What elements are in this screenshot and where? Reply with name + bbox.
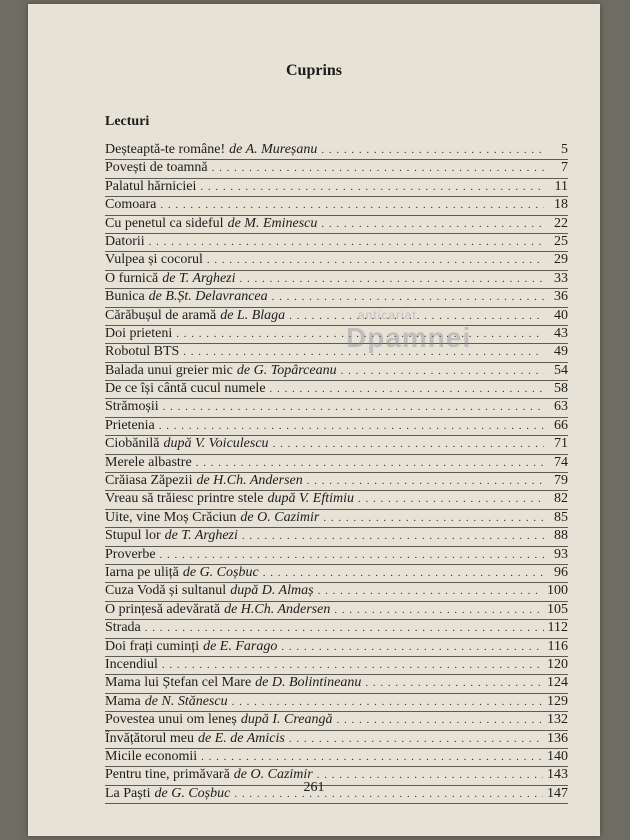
entry-page-number: 100 [547,583,568,599]
dot-leader [336,714,543,726]
toc-entry [105,216,568,234]
toc-entry [105,657,568,675]
dot-leader [149,236,544,248]
entry-title: Datorii [105,233,145,249]
entry-title: Ciobănilă [105,436,160,452]
entry-page-number: 88 [554,528,568,544]
entry-title: Strămoșii [105,399,159,415]
entry-page-number: 54 [554,362,568,378]
entry-page-number: 11 [554,178,568,194]
entry-page-number: 7 [561,160,568,176]
dot-leader [273,438,544,450]
entry-page-number: 33 [554,270,568,286]
toc-entry [105,399,568,417]
dot-leader [321,218,544,230]
entry-title: Prietenia [105,417,155,433]
entry-title: Mama [105,693,141,709]
dot-leader [321,144,544,156]
entry-page-number: 5 [561,142,568,157]
entry-title: Doi prieteni [105,325,173,341]
entry-page-number: 105 [547,601,568,617]
page-number: 261 [303,780,325,795]
entry-page-number: 58 [554,381,568,397]
entry-page-number: 96 [554,564,568,580]
entry-title: Crăiasa Zăpezii [105,473,193,489]
entry-title: Învățătorul meu [105,730,195,746]
entry-title: Bunica [105,289,145,305]
entry-title: Cărăbușul de aramă [105,307,217,323]
dot-leader [240,273,544,285]
entry-author: de T. Arghezi [162,270,236,286]
toc-entry [105,583,568,601]
dot-leader [163,401,544,413]
entry-title: Vreau să trăiesc printre stele [105,491,264,507]
entry-title: Robotul BTS [105,344,180,360]
dot-leader [162,659,543,671]
entry-author: de G. Coșbuc [182,564,259,580]
toc-entry [105,675,568,693]
toc-entry [105,234,568,252]
entry-title: Merele albastre [105,454,192,470]
dot-leader [263,567,544,579]
entry-title: Uite, vine Moș Crăciun [105,509,237,525]
entry-author: de H.Ch. Andersen [224,601,331,617]
entry-page-number: 136 [547,730,568,746]
entry-title: Palatul hărniciei [105,178,197,194]
dot-leader [307,475,544,487]
entry-page-number: 116 [547,638,568,654]
toc-entry [105,565,568,583]
entry-title: Pentru tine, primăvară [105,767,230,783]
toc-entry [105,694,568,712]
dot-leader [289,733,543,745]
entry-page-number: 40 [554,307,568,323]
entry-page-number: 124 [547,675,568,691]
entry-title: Proverbe [105,546,156,562]
dot-leader [242,530,544,542]
entry-page-number: 132 [547,712,568,728]
watermark-logo [346,308,472,354]
entry-title: La Paști [105,785,151,801]
dot-leader [159,420,544,432]
entry-page-number: 120 [547,656,568,672]
entry-author: de E. Farago [203,638,278,654]
dot-leader [160,199,544,211]
entry-page-number: 71 [554,436,568,452]
toc-entry [105,749,568,767]
toc-entry [105,363,568,381]
section-heading: Lecturi [105,114,150,129]
entry-page-number: 140 [547,748,568,764]
entry-author: după V. Eftimiu [267,491,354,507]
entry-page-number: 112 [547,620,568,636]
entry-title: Strada [105,620,141,636]
entry-title: Cuza Vodă și sultanul [105,583,227,599]
toc-entry [105,731,568,749]
entry-page-number: 147 [547,785,568,801]
entry-author: de E. de Amicis [198,730,285,746]
toc-entry [105,308,568,326]
dot-leader [358,493,544,505]
entry-title: Mama lui Ștefan cel Mare [105,675,252,691]
entry-page-number: 93 [554,546,568,562]
entry-page-number: 43 [554,325,568,341]
toc-entry [105,271,568,289]
toc-entry [105,289,568,307]
toc-entry [105,142,568,160]
entry-title: Balada unui greier mic [105,362,233,378]
entry-author: de M. Eminescu [227,215,318,231]
watermark-small-text: anticariat [358,308,417,322]
entry-author: după D. Almaș [230,583,314,599]
entry-author: de D. Bolintineanu [255,675,362,691]
toc-entry [105,344,568,362]
entry-page-number: 74 [554,454,568,470]
toc-entry [105,547,568,565]
toc-entry [105,179,568,197]
entry-page-number: 79 [554,473,568,489]
entry-page-number: 66 [554,417,568,433]
entry-page-number: 143 [547,767,568,783]
dot-leader [201,751,543,763]
dot-leader [281,641,543,653]
entry-title: Doi frați cuminți [105,638,200,654]
toc-entry [105,639,568,657]
dot-leader [318,585,543,597]
entry-title: O furnică [105,270,159,286]
entry-page-number: 25 [554,233,568,249]
entry-author: de A. Mureșanu [229,142,318,157]
dot-leader [232,696,543,708]
toc-entry [105,528,568,546]
entry-page-number: 18 [554,197,568,213]
dot-leader [365,677,543,689]
entry-title: Incendiul [105,656,158,672]
toc-entry [105,436,568,454]
entry-author: după I. Creangă [240,712,333,728]
watermark-main-text: Dpamnei [346,322,472,353]
entry-title: Deșteaptă-te române! [105,142,226,157]
entry-author: de H.Ch. Andersen [196,473,303,489]
entry-title: Vulpea și cocorul [105,252,203,268]
page-title: Cuprins [285,62,343,79]
dot-leader [200,181,544,193]
entry-author: de G. Coșbuc [154,785,231,801]
toc-entry [105,510,568,528]
dot-leader [160,549,544,561]
entry-author: de B.Șt. Delavrancea [148,289,268,305]
entry-author: de L. Blaga [220,307,286,323]
book-page [28,4,600,836]
toc-entry [105,602,568,620]
entry-title: Povestea unui om leneș [105,712,237,728]
toc-entry [105,491,568,509]
entry-title: O prințesă adevărată [105,601,221,617]
dot-leader [207,254,544,266]
dot-leader [196,457,544,469]
entry-author: de T. Arghezi [164,528,238,544]
entry-author: de O. Cazimir [233,767,313,783]
table-of-contents [105,142,568,804]
entry-title: Cu penetul ca sideful [105,215,224,231]
entry-title: Stupul lor [105,528,161,544]
entry-page-number: 36 [554,289,568,305]
toc-entry [105,473,568,491]
dot-leader [145,622,544,634]
toc-entry [105,326,568,344]
toc-entry [105,455,568,473]
entry-title: Povești de toamnă [105,160,208,176]
toc-entry [105,197,568,215]
entry-author: de O. Cazimir [240,509,320,525]
entry-author: de N. Stănescu [144,693,228,709]
toc-entry [105,418,568,436]
toc-entry [105,712,568,730]
entry-title: Comoara [105,197,157,213]
toc-entry [105,620,568,638]
entry-page-number: 49 [554,344,568,360]
entry-page-number: 129 [547,693,568,709]
dot-leader [323,512,544,524]
entry-page-number: 29 [554,252,568,268]
dot-leader [212,162,544,174]
entry-page-number: 85 [554,509,568,525]
entry-title: Iarna pe uliță [105,564,179,580]
dot-leader [334,604,543,616]
dot-leader [272,291,544,303]
entry-author: după V. Voiculescu [163,436,269,452]
entry-title: De ce își cântă cucul numele [105,381,266,397]
dot-leader [341,365,544,377]
toc-entry [105,381,568,399]
entry-page-number: 22 [554,215,568,231]
entry-page-number: 63 [554,399,568,415]
entry-page-number: 82 [554,491,568,507]
dot-leader [270,383,544,395]
toc-entry [105,160,568,178]
entry-author: de G. Topârceanu [236,362,337,378]
toc-entry [105,252,568,270]
entry-title: Micile economii [105,748,198,764]
